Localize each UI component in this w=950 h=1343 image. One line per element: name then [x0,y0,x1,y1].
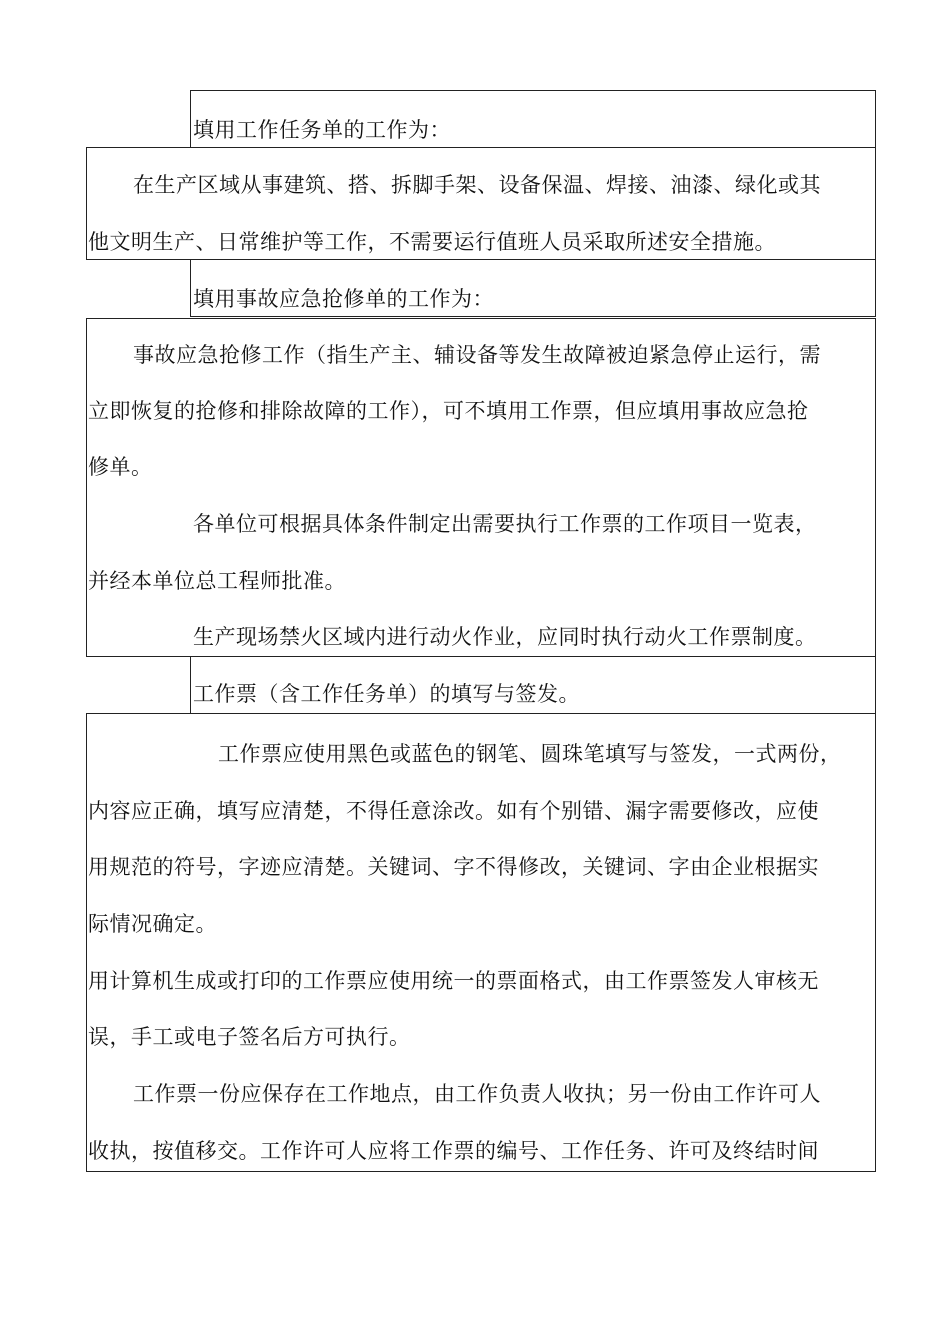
body-line: 工作票应使用黑色或蓝色的钢笔、圆珠笔填写与签发，一式两份， [218,742,842,766]
body-line: 际情况确定。 [88,912,217,936]
body-line: 事故应急抢修工作（指生产主、辅设备等发生故障被迫紧急停止运行，需 [133,343,821,367]
body-line: 在生产区域从事建筑、搭、拆脚手架、设备保温、焊接、油漆、绿化或其 [133,173,821,197]
body-line: 生产现场禁火区域内进行动火作业，应同时执行动火工作票制度。 [193,625,817,649]
body-line: 收执，按值移交。工作许可人应将工作票的编号、工作任务、许可及终结时间 [88,1139,819,1163]
body-line: 并经本单位总工程师批准。 [88,569,346,593]
body-line: 用规范的符号，字迹应清楚。关键词、字不得修改，关键词、字由企业根据实 [88,855,819,879]
body-line: 各单位可根据具体条件制定出需要执行工作票的工作项目一览表， [193,512,817,536]
body-line: 他文明生产、日常维护等工作，不需要运行值班人员采取所述安全措施。 [88,230,776,254]
section-1-heading: 填用工作任务单的工作为： [193,118,451,142]
section-3-heading: 工作票（含工作任务单）的填写与签发。 [193,682,580,706]
body-line: 内容应正确，填写应清楚，不得任意涂改。如有个别错、漏字需要修改，应使 [88,799,819,823]
body-line: 误，手工或电子签名后方可执行。 [88,1025,411,1049]
body-line: 用计算机生成或打印的工作票应使用统一的票面格式，由工作票签发人审核无 [88,969,819,993]
body-line: 立即恢复的抢修和排除故障的工作），可不填用工作票，但应填用事故应急抢 [88,399,809,423]
body-line: 工作票一份应保存在工作地点，由工作负责人收执；另一份由工作许可人 [133,1082,821,1106]
section-2-heading: 填用事故应急抢修单的工作为： [193,287,494,311]
body-line: 修单。 [88,455,153,479]
